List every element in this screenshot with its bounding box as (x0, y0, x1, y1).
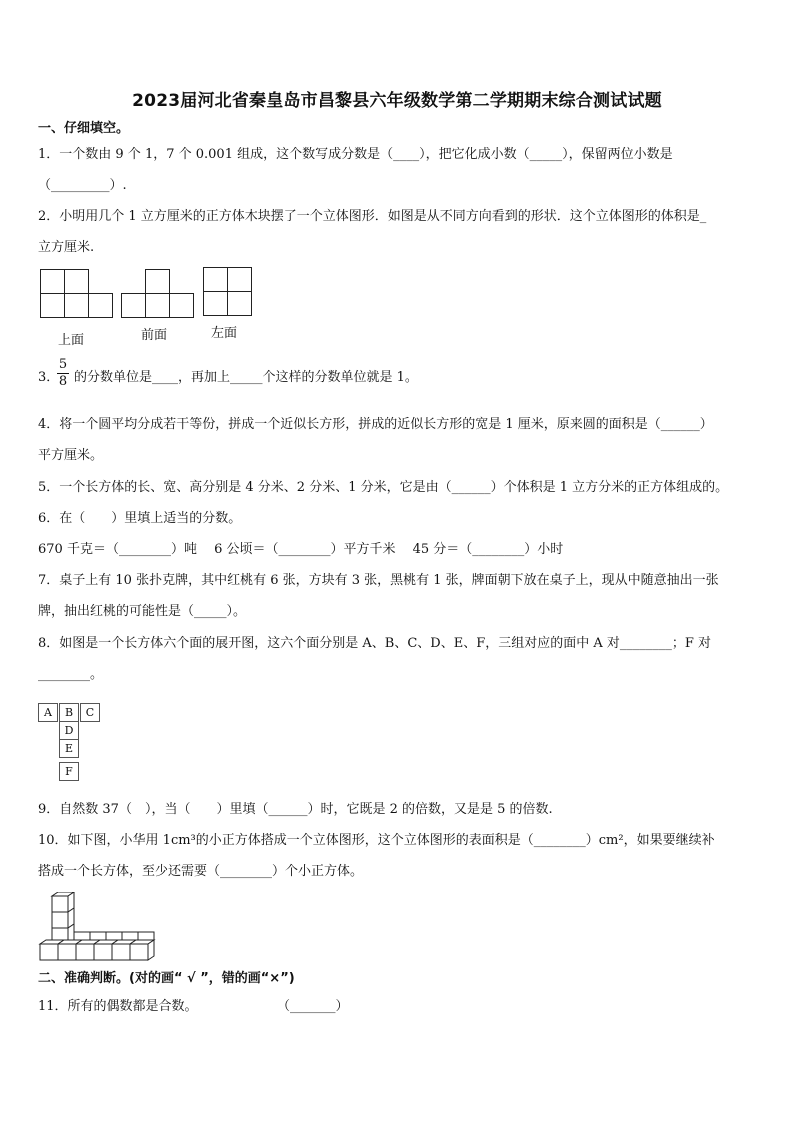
net-face-a: A (38, 703, 58, 722)
question-5: 5．一个长方体的长、宽、高分别是 4 分米、2 分米、1 分米，它是由（______）个体积是 1 立方分米的正方体组成的。 (38, 480, 729, 495)
question-3-text: 的分数单位是____，再加上_____个这样的分数单位就是 1。 (74, 370, 418, 385)
question-4-line-1: 4．将一个圆平均分成若干等份，拼成一个近似长方形，拼成的近似长方形的宽是 1 厘米，原来圆的面积是（______） (38, 417, 713, 432)
fraction-denominator: 8 (58, 374, 68, 389)
left-view-cell (227, 291, 252, 316)
front-view-cell (169, 293, 194, 318)
question-8-line-2: ________。 (38, 667, 104, 682)
left-view-label: 左面 (211, 326, 238, 341)
top-view-cell (88, 293, 113, 318)
question-6-line-1: 6．在（ ）里填上适当的分数。 (38, 511, 242, 526)
question-1-line-2: （_________）. (38, 178, 127, 193)
question-10-line-1: 10．如下图，小华用 1cm³的小正方体搭成一个立体图形，这个立体图形的表面积是（________）cm²，如果要继续补 (38, 833, 715, 848)
question-2-line-2: 立方厘米. (38, 240, 95, 255)
net-face-e: E (59, 739, 79, 758)
question-8-line-1: 8．如图是一个长方体六个面的展开图，这六个面分别是 A、B、C、D、E、F，三组对应的面中 A 对________；F 对 (38, 636, 712, 651)
front-view-label: 前面 (141, 328, 168, 343)
section-heading-2: 二、准确判断。(对的画“ √ ”，错的画“×”) (38, 971, 295, 986)
question-11-answer-blank: （_______） (277, 999, 349, 1014)
top-view-cell (40, 293, 65, 318)
left-view-cell (227, 267, 252, 292)
fraction-numerator: 5 (58, 357, 68, 372)
question-11: 11．所有的偶数都是合数。 (38, 999, 198, 1014)
cube-structure-figure (38, 892, 160, 962)
top-view-label: 上面 (58, 333, 85, 348)
page-title: 2023届河北省秦皇岛市昌黎县六年级数学第二学期期末综合测试试题 (132, 91, 662, 111)
net-face-c: C (80, 703, 100, 722)
left-view-cell (203, 291, 228, 316)
question-6-line-2: 670 千克＝（________）吨 6 公顷＝（________）平方千米 45 分＝（________）小时 (38, 542, 564, 557)
question-3-fraction (56, 357, 70, 390)
question-9: 9．自然数 37（ ），当（ ）里填（______）时，它既是 2 的倍数，又是是 5 的倍数. (38, 802, 553, 817)
front-view-cell (145, 269, 170, 294)
section-heading-1: 一、仔细填空。 (38, 121, 130, 136)
question-2-line-1: 2．小明用几个 1 立方厘米的正方体木块摆了一个立体图形．如图是从不同方向看到的形状．这个立体图形的体积是_ (38, 209, 707, 224)
top-view-cell (40, 269, 65, 294)
front-view-cell (145, 293, 170, 318)
net-face-f: F (59, 762, 79, 781)
top-view-cell (64, 293, 89, 318)
question-3-number: 3． (38, 370, 60, 385)
question-10-line-2: 搭成一个长方体，至少还需要（________）个小正方体。 (38, 864, 364, 879)
left-view-cell (203, 267, 228, 292)
front-view-cell (121, 293, 146, 318)
question-4-line-2: 平方厘米。 (38, 448, 104, 463)
top-view-cell (64, 269, 89, 294)
question-1-line-1: 1．一个数由 9 个 1，7 个 0.001 组成，这个数写成分数是（____），把它化成小数（_____），保留两位小数是 (38, 147, 673, 162)
question-7-line-2: 牌，抽出红桃的可能性是（_____）。 (38, 604, 247, 619)
question-7-line-1: 7．桌子上有 10 张扑克牌，其中红桃有 6 张，方块有 3 张，黑桃有 1 张，牌面朝下放在桌子上，现从中随意抽出一张 (38, 573, 719, 588)
net-face-b: B (59, 703, 79, 722)
net-face-d: D (59, 721, 79, 740)
